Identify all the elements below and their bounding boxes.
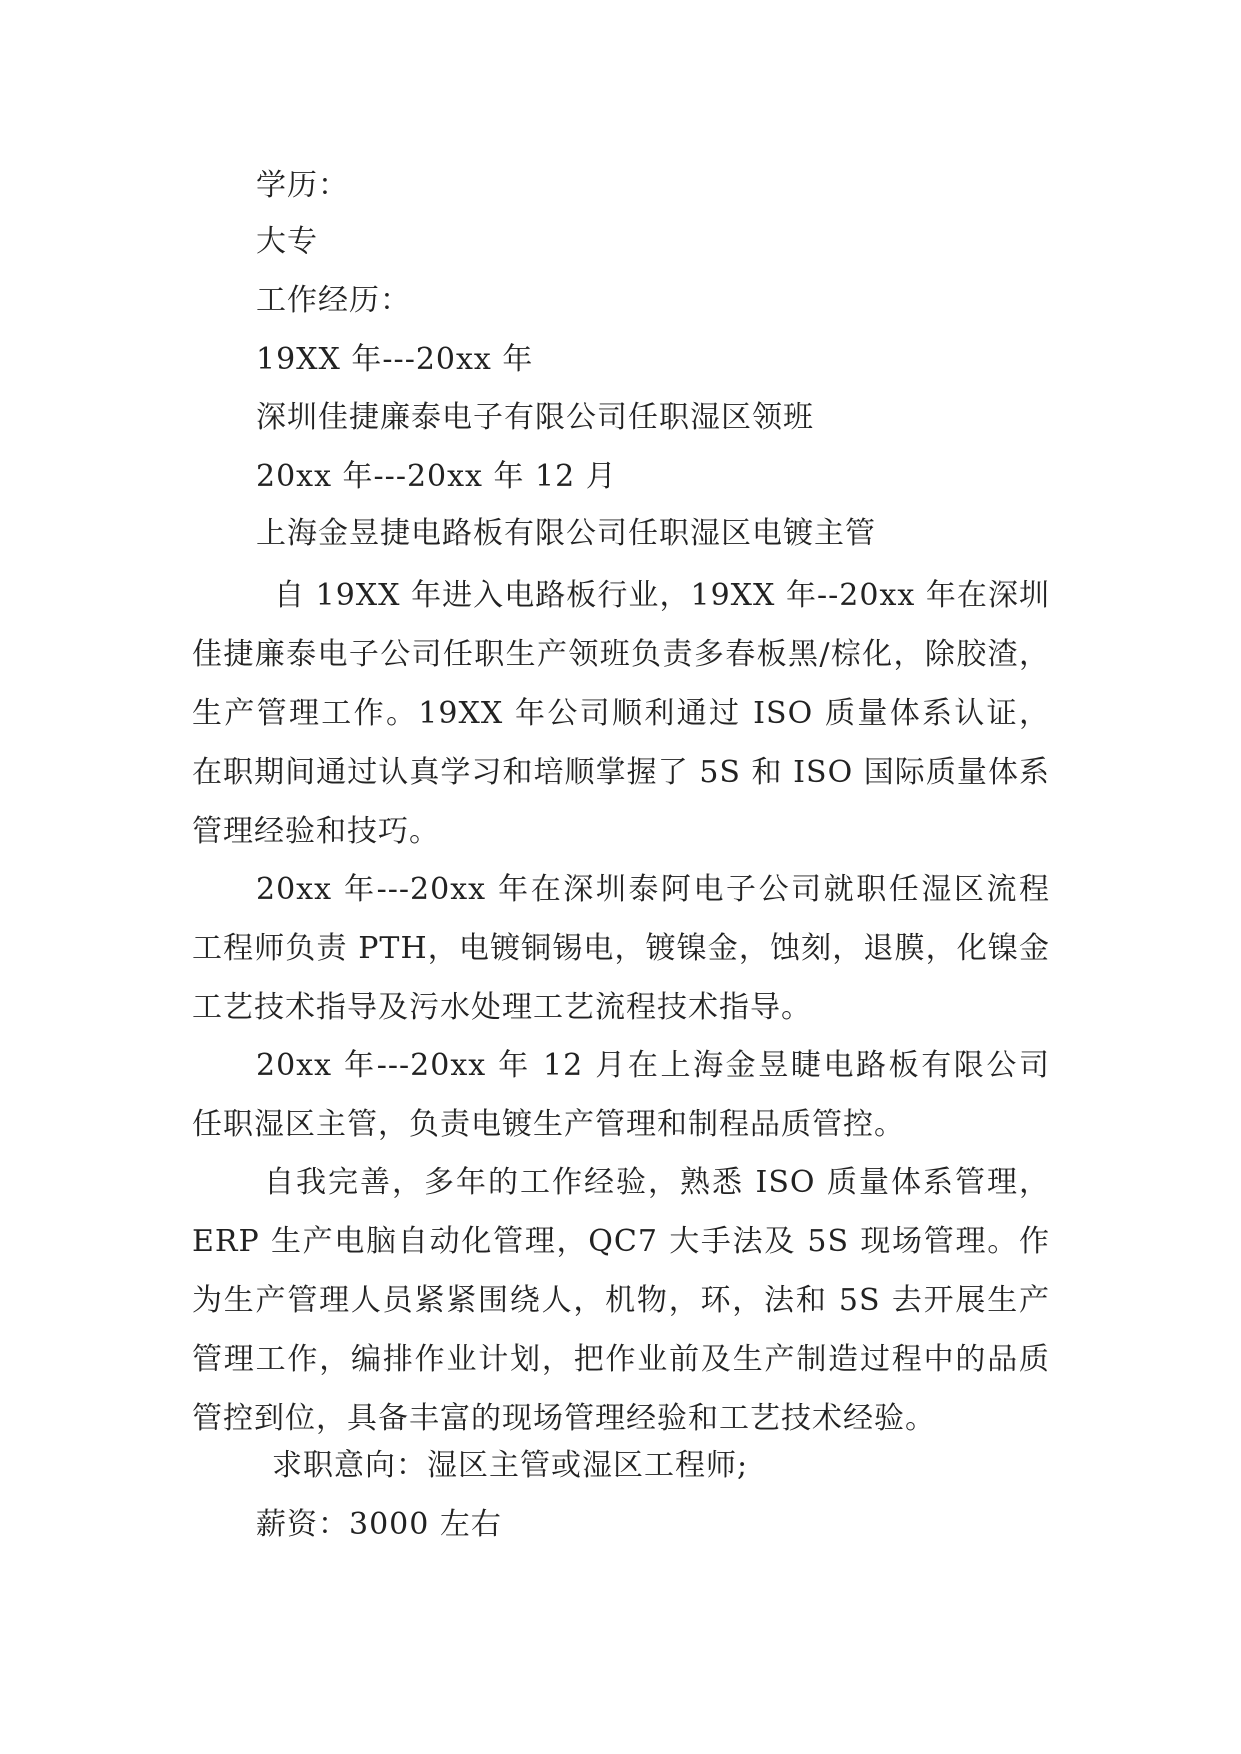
period-1: 19XX 年---20xx 年 bbox=[256, 342, 534, 377]
period-2: 20xx 年---20xx 年 12 月 bbox=[256, 459, 617, 494]
paragraph-supervisor-role: 20xx 年---20xx 年 12 月在上海金昱睫电路板有限公司任职湿区主管，负责电镀生产管理和制程品质管控。 bbox=[192, 1048, 1050, 1142]
education-value: 大专 bbox=[256, 224, 318, 259]
company-2: 上海金昱捷电路板有限公司任职湿区电镀主管 bbox=[256, 516, 876, 551]
paragraph-engineer-role: 20xx 年---20xx 年在深圳泰阿电子公司就职任湿区流程工程师负责 PTH，电镀铜锡电，镀镍金，蚀刻，退膜，化镍金工艺技术指导及污水处理工艺流程技术指导。 bbox=[192, 872, 1050, 1025]
paragraph-industry-experience: 自 19XX 年进入电路板行业，19XX 年--20xx 年在深圳佳捷廉泰电子公司任职生产领班负责多春板黑/棕化，除胶渣，生产管理工作。19XX 年公司顺利通过 ISO 质量体系认证，在职期间通过认真学习和培顺掌握了 5S 和 ISO 国际质量体系管理经验和技巧。 bbox=[192, 578, 1050, 849]
salary: 薪资：3000 左右 bbox=[256, 1507, 502, 1542]
experience-label: 工作经历： bbox=[256, 283, 411, 318]
paragraph-self-assessment: 自我完善，多年的工作经验，熟悉 ISO 质量体系管理，ERP 生产电脑自动化管理，QC7 大手法及 5S 现场管理。作为生产管理人员紧紧围绕人，机物，环，法和 5S 去开展生产管理工作，编排作业计划，把作业前及生产制造过程中的品质管控到位，具备丰富的现场管理经验和工艺技术经验。 bbox=[192, 1165, 1050, 1436]
company-1: 深圳佳捷廉泰电子有限公司任职湿区领班 bbox=[256, 400, 814, 435]
education-label: 学历： bbox=[256, 168, 349, 203]
job-intention: 求职意向：湿区主管或湿区工程师; bbox=[272, 1448, 749, 1483]
